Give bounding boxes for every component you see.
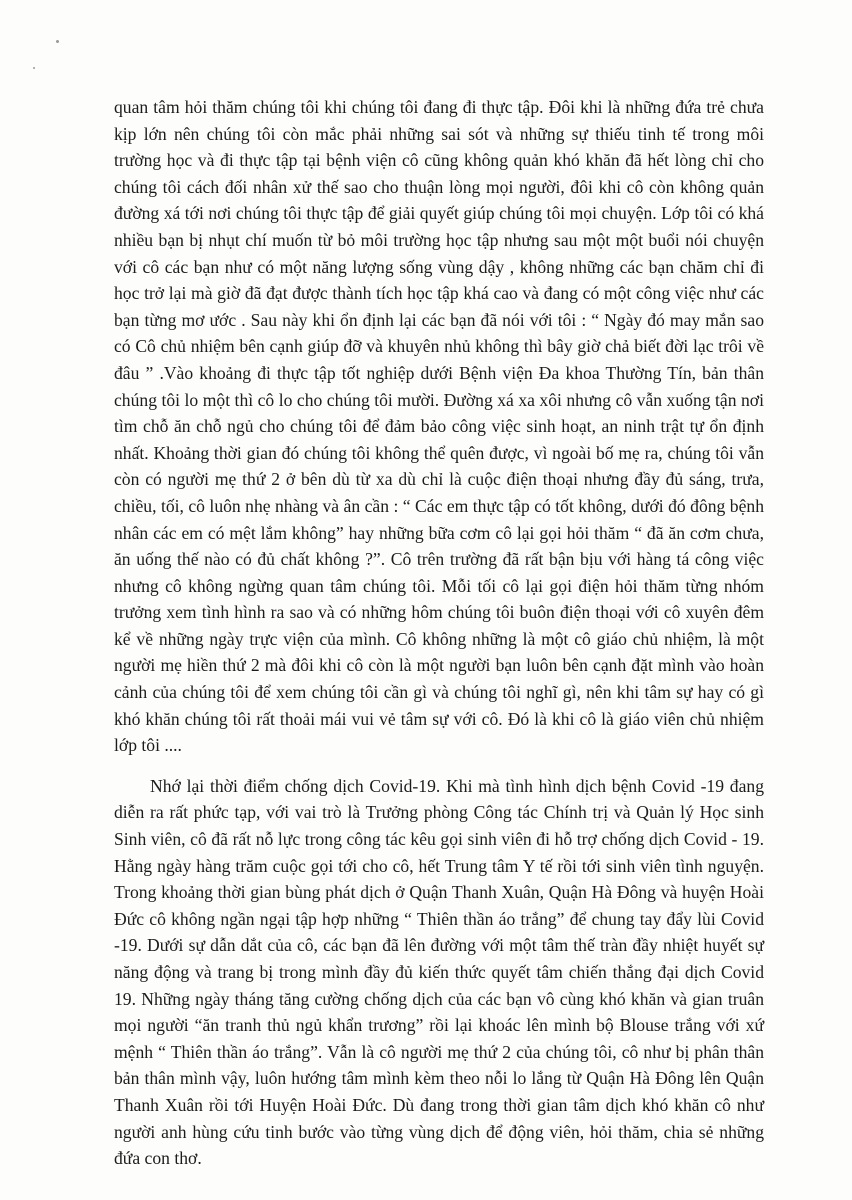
paragraph-covid: Nhớ lại thời điểm chống dịch Covid-19. Khi mà tình hình dịch bệnh Covid -19 đang diễn ra rất phức tạp, với vai trò là Trưởng phòng Công tác Chính trị và Quản lý Học sinh Sinh viên, cô đã rất nỗ lực trong công tác kêu gọi sinh viên đi hỗ trợ chống dịch Covid - 19. Hằng ngày hàng trăm cuộc gọi tới cho cô, hết Trung tâm Y tế rồi tới sinh viên tình nguyện. Trong khoảng thời gian bùng phát dịch ở Quận Thanh Xuân, Quận Hà Đông và huyện Hoài Đức cô không ngần ngại tập hợp những “ Thiên thần áo trắng” để chung tay đẩy lùi Covid -19. Dưới sự dẫn dắt của cô, các bạn đã lên đường với một tâm thế tràn đầy nhiệt huyết sự năng động và trang bị trong mình đầy đủ kiến thức quyết tâm chiến thắng đại dịch Covid 19. Những ngày tháng tăng cường chống dịch của các bạn vô cùng khó khăn và gian truân mọi người “ăn tranh thủ ngủ khẩn trương” rồi lại khoác lên mình bộ Blouse trắng với xứ mệnh “ Thiên thần áo trắng”. Vẫn là cô người mẹ thứ 2 của chúng tôi, cô như bị phân thân bản thân mình vậy, luôn hướng tâm mình kèm theo nỗi lo lắng từ Quận Hà Đông lên Quận Thanh Xuân rồi tới Huyện Hoài Đức. Dù đang trong thời gian tâm dịch khó khăn cô như người anh hùng cứu tinh bước vào từng vùng dịch để động viên, hỏi thăm, chia sẻ những đứa con thơ.	[114, 775, 764, 1169]
scan-speck	[33, 67, 35, 69]
scan-speck	[56, 40, 59, 43]
body-text	[114, 94, 764, 1172]
paragraph-continuation: quan tâm hỏi thăm chúng tôi khi chúng tôi đang đi thực tập. Đôi khi là những đứa trẻ chưa kịp lớn nên chúng tôi còn mắc phải những sai sót và những sự thiếu tinh tế trong môi trường học và đi thực tập tại bệnh viện cô cũng không quản khó khăn đã hết lòng chỉ cho chúng tôi cách đối nhân xử thế sao cho thuận lòng mọi người, đôi khi cô còn không quản đường xá tới nơi chúng tôi thực tập để giải quyết giúp chúng tôi mọi chuyện. Lớp tôi có khá nhiều bạn bị nhụt chí muốn từ bỏ môi trường học tập nhưng sau một một buổi nói chuyện với cô các bạn như có một năng lượng sống vùng dậy , không những các bạn chăm chỉ đi học trở lại mà giờ đã đạt được thành tích học tập khá cao và đang có một công việc như các bạn từng mơ ước . Sau này khi ổn định lại các bạn đã nói với tôi : “ Ngày đó may mắn sao có Cô chủ nhiệm bên cạnh giúp đỡ và khuyên nhủ không thì bây giờ chả biết đời lạc trôi về đâu ” .Vào khoảng đi thực tập tốt nghiệp dưới Bệnh viện Đa khoa Thường Tín, bản thân chúng tôi lo một thì cô lo cho chúng tôi mười. Đường xá xa xôi nhưng cô vẫn xuống tận nơi tìm chỗ ăn chỗ ngủ cho chúng tôi để đảm bảo công việc sinh hoạt, an ninh trật tự ổn định nhất. Khoảng thời gian đó chúng tôi không thể quên được, vì ngoài bố mẹ ra, chúng tôi vẫn còn có người mẹ thứ 2 ở bên dù từ xa dù chỉ là cuộc điện thoại nhưng đầy đủ sáng, trưa, chiều, tối, cô luôn nhẹ nhàng và ân cần : “ Các em thực tập có tốt không, dưới đó đông bệnh nhân các em có mệt lắm không” hay những bữa cơm cô lại gọi hỏi thăm “ đã ăn cơm chưa, ăn uống thế nào có đủ chất không ?”. Cô trên trường đã rất bận bịu với hàng tá công việc nhưng cô không ngừng quan tâm chúng tôi. Mỗi tối cô lại gọi điện hỏi thăm từng nhóm trưởng xem tình hình ra sao và có những hôm chúng tôi buôn điện thoại với cô xuyên đêm kể về những ngày trực viện của mình. Cô không những là một cô giáo chủ nhiệm, là một người mẹ hiền thứ 2 mà đôi khi cô còn là một người bạn luôn bên cạnh đặt mình vào hoàn cảnh của chúng tôi để xem chúng tôi cần gì và chúng tôi nghĩ gì, nên khi tâm sự hay có gì khó khăn chúng tôi rất thoải mái vui vẻ tâm sự với cô. Đó là khi cô là giáo viên chủ nhiệm lớp tôi ....	[114, 97, 764, 756]
